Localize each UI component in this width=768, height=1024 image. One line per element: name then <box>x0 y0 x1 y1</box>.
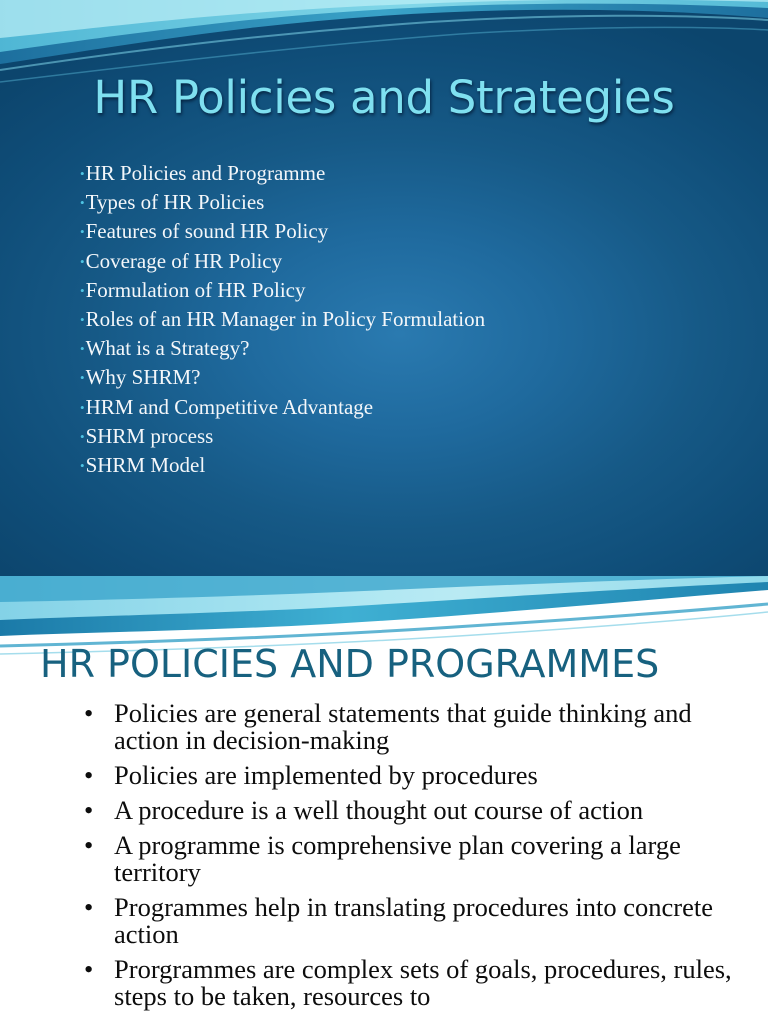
list-item <box>80 276 485 305</box>
list-item-text: SHRM process <box>85 423 214 448</box>
list-item <box>80 247 485 276</box>
bullet-icon: • <box>84 830 94 860</box>
list-item <box>80 451 485 480</box>
list-item <box>80 159 485 188</box>
list-item-text: Programmes help in translating procedures into concrete action <box>114 892 714 949</box>
list-item-text: HR Policies and Programme <box>85 161 326 185</box>
list-item-text: A programme is comprehensive plan covering a large territory <box>114 830 681 887</box>
list-item <box>80 334 485 363</box>
list-item <box>84 956 734 1010</box>
bullet-icon: • <box>80 428 85 444</box>
bullet-icon: • <box>80 458 85 474</box>
bullet-icon: • <box>80 282 85 298</box>
list-item <box>84 797 734 824</box>
list-item-text: Policies are general statements that guide thinking and action in decision-making <box>114 698 692 755</box>
slide-2-bullet-list <box>84 700 734 1018</box>
bullet-icon: • <box>80 166 85 181</box>
list-item <box>80 305 485 334</box>
list-item-text: Features of sound HR Policy <box>85 219 329 244</box>
list-item-text: Types of HR Policies <box>85 190 265 215</box>
list-item-text: Coverage of HR Policy <box>85 248 283 273</box>
bullet-icon: • <box>84 760 94 790</box>
bullet-icon: • <box>84 892 94 922</box>
list-item <box>80 422 485 451</box>
list-item-text: Prorgrammes are complex sets of goals, procedures, rules, steps to be taken, resources to <box>114 954 732 1011</box>
bullet-icon: • <box>84 698 94 728</box>
list-item-text: Policies are implemented by procedures <box>114 760 538 790</box>
list-item-text: HRM and Competitive Advantage <box>85 394 374 419</box>
list-item <box>80 217 485 246</box>
list-item-text: Formulation of HR Policy <box>85 277 306 302</box>
list-item-text: What is a Strategy? <box>85 336 250 361</box>
bullet-icon: • <box>80 253 85 269</box>
list-item-text: Why SHRM? <box>85 365 201 390</box>
slide-1-title: HR Policies and Strategies <box>93 71 675 124</box>
list-item <box>84 894 734 948</box>
list-item <box>80 363 485 392</box>
list-item-text: A procedure is a well thought out course of action <box>114 795 644 825</box>
slide-2-title: HR POLICIES AND PROGRAMMES <box>40 642 660 686</box>
bullet-icon: • <box>80 399 85 415</box>
slide-2 <box>0 576 768 1024</box>
bullet-icon: • <box>80 224 85 240</box>
bullet-icon: • <box>80 370 85 386</box>
list-item <box>84 762 734 789</box>
bullet-icon: • <box>84 954 94 984</box>
list-item <box>80 188 485 217</box>
slide-1-bullet-list <box>80 159 485 480</box>
bullet-icon: • <box>84 795 94 825</box>
list-item-text: Roles of an HR Manager in Policy Formulation <box>85 307 486 332</box>
list-item <box>80 393 485 422</box>
list-item <box>84 700 734 754</box>
bullet-icon: • <box>80 195 85 211</box>
list-item-text: SHRM Model <box>85 453 206 478</box>
list-item <box>84 832 734 886</box>
bullet-icon: • <box>80 341 85 357</box>
bullet-icon: • <box>80 312 85 328</box>
